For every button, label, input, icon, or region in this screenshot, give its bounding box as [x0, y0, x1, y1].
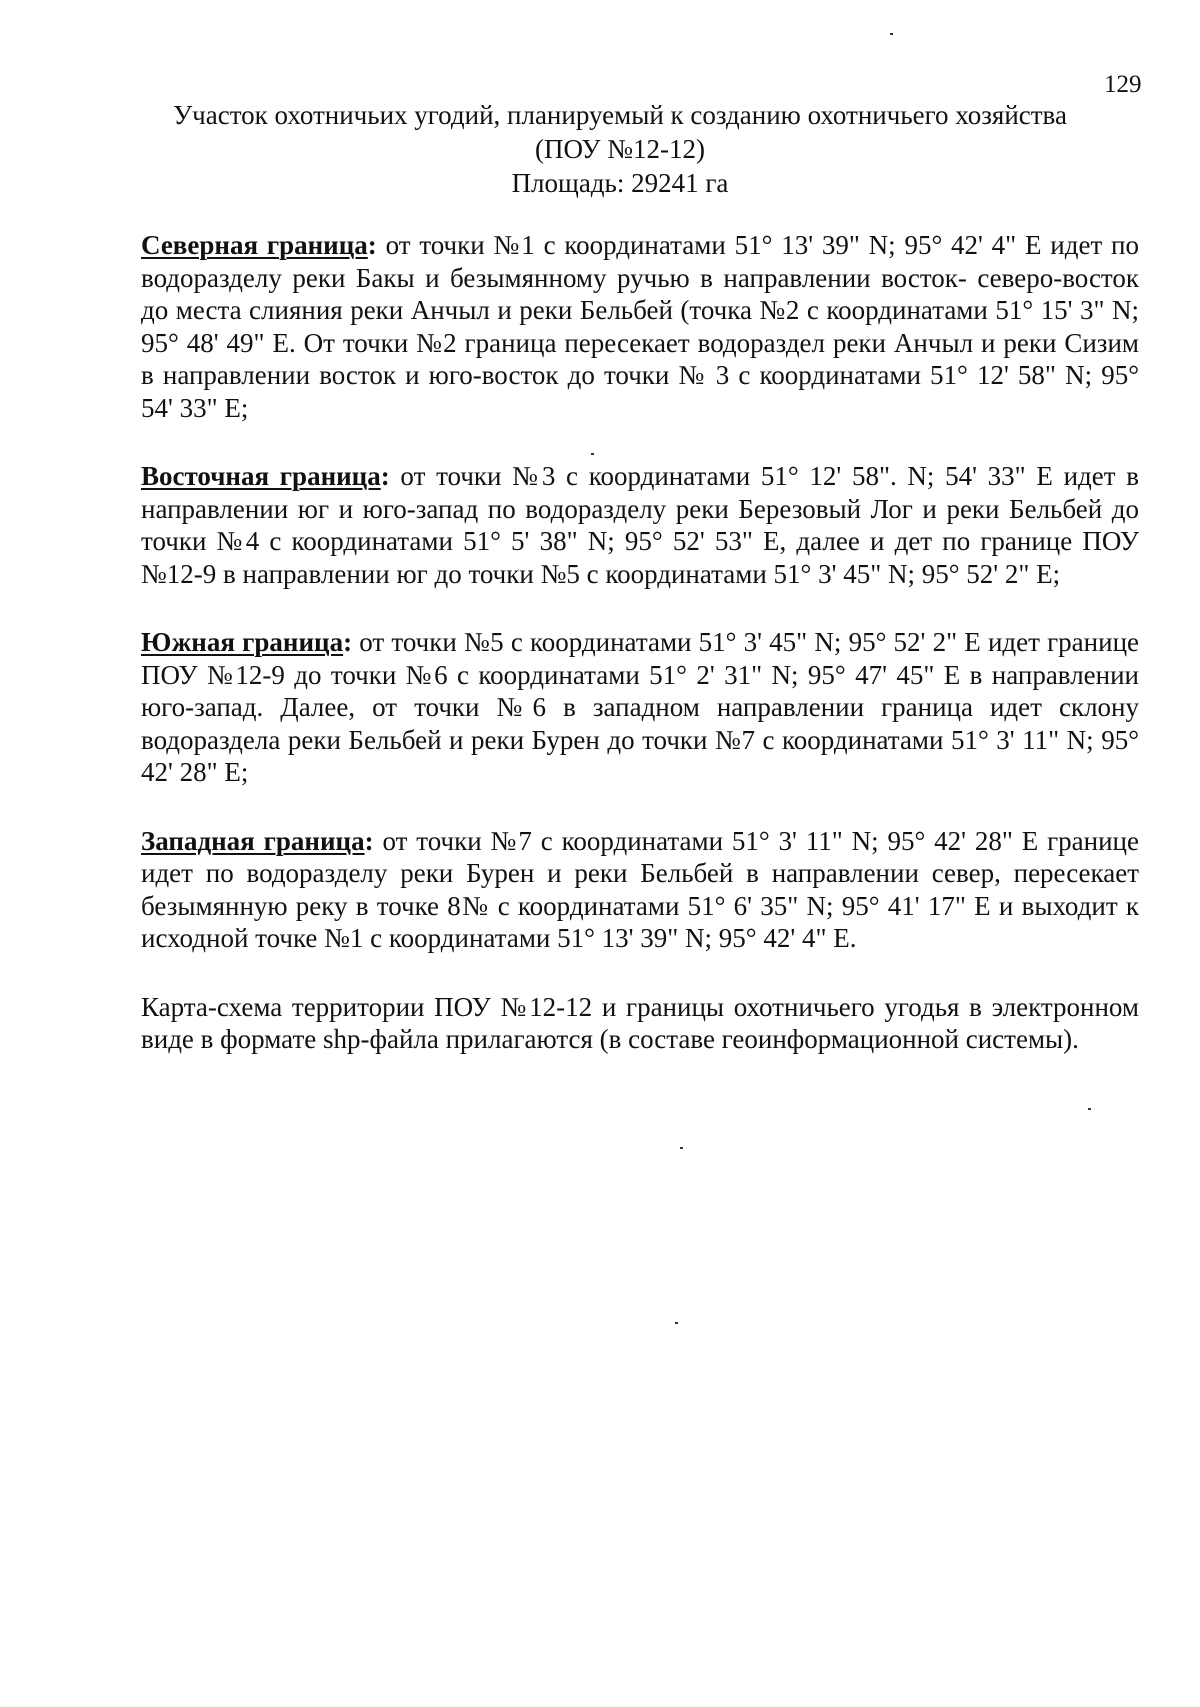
scan-speck [1088, 1108, 1091, 1110]
section-heading: Восточная граница [141, 461, 381, 491]
section-heading: Западная граница [141, 825, 365, 856]
document-body [141, 229, 1139, 1056]
page-number: 129 [1104, 71, 1142, 98]
header-title: Участок охотничьих угодий, планируемый к созданию охотничьего хозяйства [173, 100, 1067, 130]
heading-colon: : [343, 627, 353, 657]
section-heading: Южная граница [141, 627, 344, 657]
scan-speck [591, 453, 594, 455]
section-text: от точки №5 с координатами 51° 3' 45" N; 95° 52' 2" Е идет границе ПОУ №12-9 до точки №6 с координатами 51° 2' 31" N; 95° 47' 45" Е в направлении юго-запад. Далее, от точки №6 в западном направлении граница идет склону водораздела реки Бельбей и реки Бурен до точки №7 с координатами 51° 3' 11" N; 95° 42' 28" Е; [141, 627, 1139, 787]
section-east-boundary [141, 460, 1139, 590]
section-west-boundary [141, 825, 1139, 955]
section-north-boundary [141, 229, 1139, 424]
heading-colon: : [364, 825, 374, 856]
document-header [120, 98, 1120, 200]
scan-speck [675, 1322, 678, 1324]
section-text: от точки №3 с координатами 51° 12' 58". N; 54' 33" Е идет в направлении юг и юго-запад по водоразделу реки Березовый Лог и реки Бельбей до точки №4 с координатами 51° 5' 38" N; 95° 52' 53" Е, далее и дет по границе ПОУ №12-9 в направлении юг до точки №5 с координатами 51° 3' 45" N; 95° 52' 2" Е; [141, 461, 1139, 589]
scan-speck [890, 33, 893, 35]
header-code: (ПОУ №12-12) [534, 134, 706, 164]
heading-colon: : [380, 461, 390, 491]
section-text: от точки №7 с координатами 51° 3' 11" N; 95° 42' 28" Е границе идет по водоразделу реки Бурен и реки Бельбей в направлении север, пересекает безымянную реку в точке 8№ с координатами 51° 6' 35" N; 95° 41' 17" Е и выходит к исходной точке №1 с координатами 51° 13' 39" N; 95° 42' 4" Е. [141, 825, 1139, 953]
heading-colon: : [367, 230, 377, 260]
section-heading: Северная граница [141, 230, 368, 260]
scan-speck [680, 1147, 683, 1149]
attachment-note: Карта-схема территории ПОУ №12-12 и границы охотничьего угодья в электронном виде в формате shp-файла прилагаются (в составе геоинформационной системы). [141, 991, 1139, 1054]
header-area: Площадь: 29241 га [511, 168, 729, 198]
section-south-boundary [141, 626, 1139, 789]
section-text: от точки №1 с координатами 51° 13' 39" N; 95° 42' 4" Е идет по водоразделу реки Бакы и безымянному ручью в направлении восток- северо-восток до места слияния реки Анчыл и реки Бельбей (точка №2 с координатами 51° 15' 3" N; 95° 48' 49" Е. От точки №2 граница пересекает водораздел реки Анчыл и реки Сизим в направлении восток и юго-восток до точки № 3 с координатами 51° 12' 58" N; 95° 54' 33" Е; [141, 230, 1139, 423]
